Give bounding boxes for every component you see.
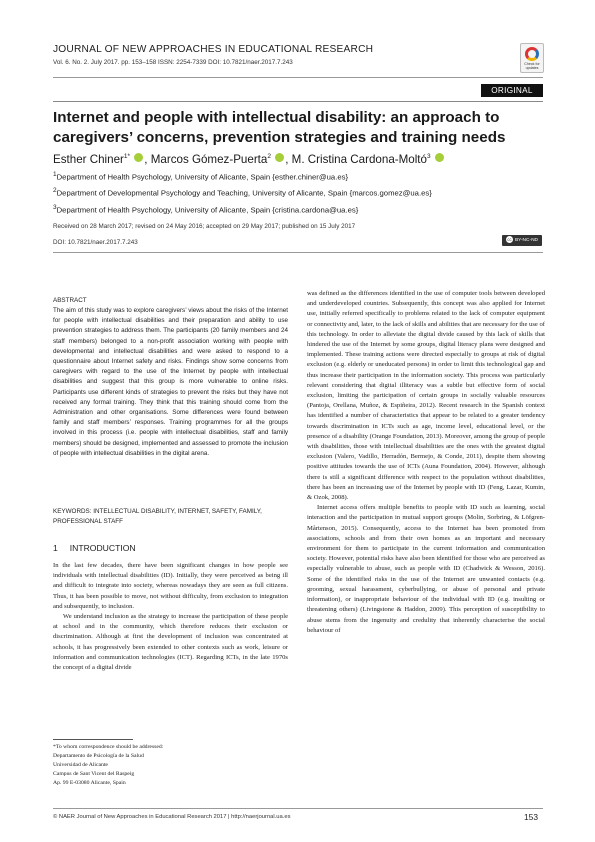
right-column-body xyxy=(307,289,545,636)
footnote-line: Campus de Sant Vicent del Raspeig xyxy=(53,770,135,777)
affiliation-text: Department of Health Psychology, University of Alicante, Spain {cristina.cardona@ua.es} xyxy=(56,205,359,215)
footnote-line: Ap. 99 E-03080 Alicante, Spain xyxy=(53,779,126,786)
correspondence-footnote xyxy=(53,743,288,788)
orcid-icon[interactable] xyxy=(435,153,444,162)
front-matter-divider xyxy=(53,252,543,253)
author-affiliation-mark: 1* xyxy=(123,153,131,161)
affiliation xyxy=(53,187,553,198)
paper-title: Internet and people with intellectual disability: an approach to caregivers’ concerns, prevention strategies and training needs xyxy=(53,109,506,146)
affiliation xyxy=(53,171,553,182)
affiliation xyxy=(53,204,553,215)
footnote-line: *To whom correspondence should be addressed: xyxy=(53,744,164,750)
footnote-line: Universidad de Alicante xyxy=(53,761,108,768)
paragraph: In the last few decades, there have been significant changes in how people see individuals with intellectual disabilities (ID). Initially, they were perceived as being ill and difficult to integrate into society, whereas nowadays they are seen as full citizens. Thus, it has been possible to move, not without difficulty, from exclusion to integration and subsequently, to inclusion. xyxy=(53,562,288,610)
affiliation-text: Department of Health Psychology, University of Alicante, Spain {esther.chiner@ua.es} xyxy=(56,172,349,182)
affiliation-number: 2 xyxy=(53,187,57,194)
paragraph: Internet access offers multiple benefits to people with ID such as learning, social interaction and the participation in mutual support groups (Molin, Sorbring, & Löfgren-Mårtenson, 2015). Consequently, access to the Internet has been promoted from associations, schools and from their own homes as an important and necessary environment for them to participate in the current information and communication society. However, potential risks have also been identified for those who are perceived as especially vulnerable to abuse, such as people with ID (Chadwick & Wesson, 2016). Some of the identified risks in the use of the Internet are unwanted contacts (e.g. grooming, sexual harassment, cyberbullying, or abuse of personal and private information), or inappropriate behaviour of the individual with ID (e.g. insulting or threatening others) (Livingstone & Haddon, 2009). This perception of susceptibility to abuse stems from the ingenuity and credulity that inherently characterise the social behaviour of xyxy=(307,504,545,634)
creative-commons-icon: cc xyxy=(507,237,512,243)
footer-divider xyxy=(53,808,543,809)
author-affiliation-mark: 2 xyxy=(267,153,271,161)
author-name: M. Cristina Cardona-Moltó xyxy=(291,153,427,166)
abstract-heading: ABSTRACT xyxy=(53,297,87,304)
doi[interactable]: DOI: 10.7821/naer.2017.7.243 xyxy=(53,239,138,246)
affiliation-text: Department of Developmental Psychology and Teaching, University of Alicante, Spain {marcos.gomez@ua.es} xyxy=(56,188,432,198)
introduction-body xyxy=(53,561,288,673)
check-updates-label: Check for updates xyxy=(524,62,540,70)
journal-meta: Vol. 6. No. 2. July 2017. pp. 153–158 ISSN: 2254-7339 DOI: 10.7821/naer.2017.7.243 xyxy=(53,59,293,66)
footer-copyright: © NAER Journal of New Approaches in Educational Research 2017 | http://naerjournal.ua.es xyxy=(53,814,291,820)
author-name: Esther Chiner xyxy=(53,153,124,166)
section-number: 1 xyxy=(53,543,58,553)
keywords: KEYWORDS: INTELLECTUAL DISABILITY, INTERNET, SAFETY, FAMILY, PROFESSIONAL STAFF xyxy=(53,508,262,526)
affiliation-number: 3 xyxy=(53,204,57,211)
abstract-text: The aim of this study was to explore caregivers’ views about the risks of the Internet for people with intellectual disabilities and their preparation and ability to use prevention strategies to address them. The participants (20 family members and 24 staff members) belonged to a non-profit association working with people with developmental and intellectual disabilities and were asked to respond to a questionnaire about Internet safety and risks. Findings show some concerns from caregivers with regard to the use of the Internet by people with intellectual disabilities and suggest that this group is more vulnerable to online risks. Participants use different kinds of strategies to prevent the risks but they have not received any formal training. They think that this training should come from the Administration and other organisations. Some differences were found between family and staff members’ responses. Training programmes for all the groups involved in this process (i.e. people with intellectual disabilities, staff and family members) should be designed, implemented and assessed to promote the inclusion of people with intellectual disabilities in the digital arena. xyxy=(53,307,288,457)
footnote-divider xyxy=(53,739,133,740)
author-affiliation-mark: 3 xyxy=(426,153,431,161)
publication-dates: Received on 28 March 2017; revised on 24 May 2016; accepted on 29 May 2017; published on 15 July 2017 xyxy=(53,223,356,230)
paragraph: We understand inclusion as the strategy to increase the participation of these people at school and in the community, which therefore reduces their exclusion or discrimination. Although at first the development of inclusion was concentrated at schools, it has progressively been extended to other contexts such as work, leisure or information and communication technologies (ICT). Regarding ICTs, in the late 1970s the concept of a digital divide xyxy=(53,613,288,672)
check-for-updates-badge[interactable] xyxy=(520,43,544,73)
article-type-badge: ORIGINAL xyxy=(481,84,543,97)
journal-name: JOURNAL OF NEW APPROACHES IN EDUCATIONAL RESEARCH xyxy=(53,44,374,55)
license-label: BY-NC-ND xyxy=(514,238,538,243)
title-divider xyxy=(53,101,543,102)
section-heading xyxy=(53,543,136,553)
author-list: Esther Chiner$^{1*}$ , Marcos Gómez-Puerta$^2$ , M. Cristina Cardona-Moltó$^3$ xyxy=(53,153,553,166)
affiliation-number: 1 xyxy=(53,171,57,178)
author-name: Marcos Gómez-Puerta xyxy=(150,153,268,166)
orcid-icon[interactable] xyxy=(275,153,284,162)
check-updates-icon xyxy=(525,47,539,61)
footnote-line: Departamento de Psicología de la Salud xyxy=(53,752,144,759)
section-title: INTRODUCTION xyxy=(69,543,136,553)
header-divider xyxy=(53,77,543,78)
orcid-icon[interactable] xyxy=(134,153,143,162)
paragraph: was defined as the differences identified in the use of computer tools between developed and underdeveloped countries. Subsequently, this concept was also applied for Internet use, initially referred specifically to problems related to the lack of computer equipment or connectivity and, later, to the lack of skills and abilities that are necessary for the use of this technology. In order to alleviate the digital divide caused by this lack of skills that hindered the use of the Internet by some groups, digital literacy plans were designed and implemented. These training actions were directed especially to groups at risk of digital exclusion (e.g. elderly or uneducated persons) in order to limit this technological gap and thus increase their participation in the information society. This process was particularly relevant considering that digital illiteracy was a subtle but effective form of social exclusion, limiting the participation of certain groups in socially valuable resources (Pantoja, Orellana, Muñoz, & Espiñeira, 2012). Recent research in the Spanish context has identified a number of characteristics that appear to be related to a greater tendency towards discrimination in ICTs such as age, income level, educational level, or the presence of a disability (Orange Foundation, 2013). Moreover, among the group of people with disabilities, those with intellectual disabilities are the ones with the greatest digital exclusion (Valero, Vadillo, Herradón, Bermejo, & Conde, 2011), despite them showing positive attitudes towards the use of ICTs (Auna Foundation, 2004). However, although there is still a significant difference with respect to the population without disabilities, there has been an increasing use of the Internet by people with ID (Feng, Lazar, Kumin, & Ozok, 2008). xyxy=(307,290,545,502)
license-badge[interactable] xyxy=(502,235,542,246)
page-number: 153 xyxy=(524,812,538,822)
